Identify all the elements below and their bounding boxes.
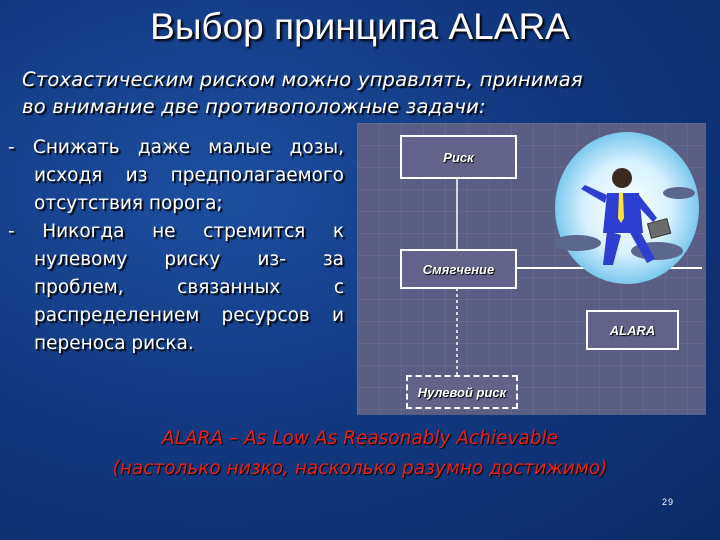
node-alara: ALARA — [586, 310, 679, 350]
bullet-item-zero-risk: - Никогда не стремится к нулевому риску из- за проблем, связанных с распределением ресурсов и переноса риска. — [8, 221, 344, 354]
cloud-top — [663, 187, 695, 199]
alara-diagram — [357, 123, 706, 415]
footer-line-2: (настолько низко, насколько разумно достижимо) — [112, 458, 608, 479]
node-risk: Риск — [400, 135, 517, 179]
slide-title: Выбор принципа ALARA — [150, 6, 570, 47]
footer-line-1: ALARA – As Low As Reasonably Achievable — [161, 428, 559, 449]
node-mitigation: Смягчение — [400, 249, 517, 289]
bullet-list — [8, 134, 344, 358]
cloud-left — [553, 235, 601, 251]
subtitle-line-1: Стохастическим риском можно управлять, принимая — [22, 68, 583, 91]
bullet-item-reduce-doses: - Снижать даже малые дозы, исходя из предполагаемого отсутствия порога; — [8, 137, 344, 214]
subtitle-line-2: во внимание две противоположные задачи: — [22, 95, 486, 118]
slide-number: 29 — [662, 497, 675, 507]
node-zero-risk: Нулевой риск — [406, 375, 518, 409]
subtitle — [22, 66, 702, 120]
